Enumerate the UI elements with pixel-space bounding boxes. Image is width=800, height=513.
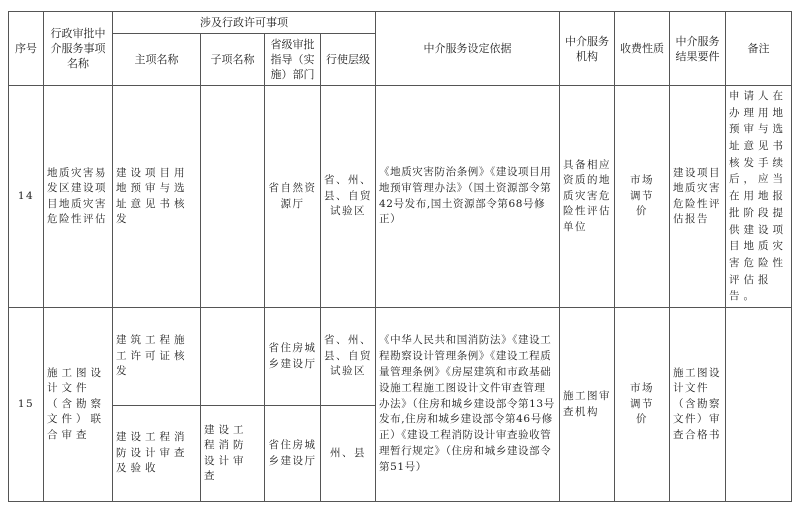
header-service-name: 行政审批中介服务事项名称	[44, 12, 113, 86]
header-agency: 中介服务机构	[560, 12, 615, 86]
header-provincial-dept: 省级审批指导（实施）部门	[265, 34, 321, 86]
cell-provincial-dept: 省住房城乡建设厅	[265, 308, 321, 406]
header-sub-item: 子项名称	[201, 34, 265, 86]
cell-level: 省、州、县、自贸试验区	[321, 86, 376, 308]
cell-level: 州、县	[321, 406, 376, 502]
cell-main-item: 建设项目用地预审与选址意见书核发	[113, 86, 201, 308]
cell-basis: 《地质灾害防治条例》《建设项目用地预审管理办法》（国土资源部令第42号发布,国土资源部令第68号修正）	[376, 86, 560, 308]
intermediary-services-table	[8, 11, 792, 502]
cell-agency: 具备相应资质的地质灾害危险性评估单位	[560, 86, 615, 308]
header-fee: 收费性质	[615, 12, 670, 86]
cell-remark: 申请人在办理用地预审与选址意见书核发手续后，应当在用地报批阶段提供建设项目地质灾害危险性评估报告。	[726, 86, 792, 308]
header-group: 涉及行政许可事项	[113, 12, 376, 34]
cell-result: 建设项目地质灾害危险性评估报告	[670, 86, 726, 308]
cell-seq: 15	[9, 308, 44, 502]
header-seq: 序号	[9, 12, 44, 86]
cell-fee: 市场调节价	[615, 308, 670, 502]
table-row	[9, 86, 792, 308]
cell-provincial-dept: 省住房城乡建设厅	[265, 406, 321, 502]
header-result: 中介服务结果要件	[670, 12, 726, 86]
cell-fee: 市场调节价	[615, 86, 670, 308]
header-basis: 中介服务设定依据	[376, 12, 560, 86]
header-remark: 备注	[726, 12, 792, 86]
cell-sub-item	[201, 86, 265, 308]
header-main-item: 主项名称	[113, 34, 201, 86]
header-row-1	[9, 12, 792, 34]
cell-sub-item: 建设工程消防设计审查	[201, 406, 265, 502]
cell-sub-item	[201, 308, 265, 406]
cell-seq: 14	[9, 86, 44, 308]
header-level: 行使层级	[321, 34, 376, 86]
table-row	[9, 308, 792, 406]
cell-level: 省、州、县、自贸试验区	[321, 308, 376, 406]
cell-service-name: 施工图设计文件（含勘察文件）联合审查	[44, 308, 113, 502]
cell-agency: 施工图审查机构	[560, 308, 615, 502]
cell-provincial-dept: 省自然资源厅	[265, 86, 321, 308]
cell-basis: 《中华人民共和国消防法》《建设工程勘察设计管理条例》《建设工程质量管理条例》《房屋建筑和市政基础设施工程施工图设计文件审查管理办法》（住房和城乡建设部令第13号发布,住房和城乡建设部令第46号修正）《建设工程消防设计审查验收管理暂行规定》（住房和城乡建设部令第51号）	[376, 308, 560, 502]
cell-result: 施工图设计文件（含勘察文件）审查合格书	[670, 308, 726, 502]
cell-service-name: 地质灾害易发区建设项目地质灾害危险性评估	[44, 86, 113, 308]
cell-remark	[726, 308, 792, 502]
cell-main-item: 建设工程消防设计审查及验收	[113, 406, 201, 502]
cell-main-item: 建筑工程施工许可证核发	[113, 308, 201, 406]
